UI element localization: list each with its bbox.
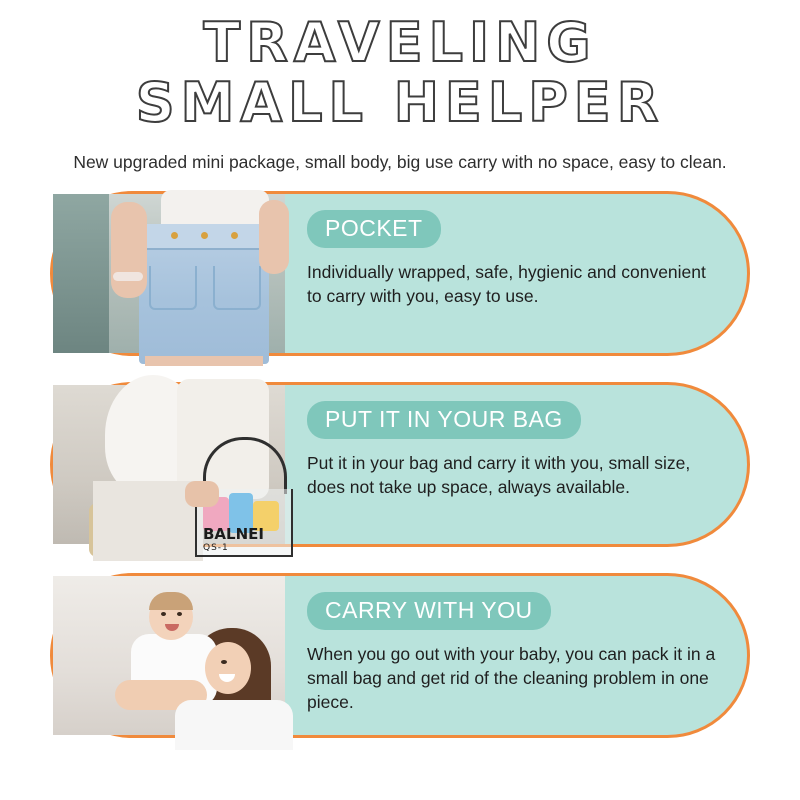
feature-card: [50, 191, 750, 356]
page-title-line-1: TRAVELING: [203, 11, 597, 74]
page-subtitle: New upgraded mini package, small body, big use carry with no space, easy to clean.: [73, 152, 727, 172]
clear-tote-bag-photo: [53, 385, 285, 553]
denim-shorts-pocket-photo: [53, 194, 285, 353]
feature-card-body: [285, 385, 747, 544]
feature-card-list: [0, 191, 800, 738]
mother-and-baby-photo: [53, 576, 285, 735]
feature-card: [50, 382, 750, 553]
feature-card-body: [285, 194, 747, 353]
feature-card-pill: PUT IT IN YOUR BAG: [307, 401, 581, 439]
feature-card-pill: CARRY WITH YOU: [307, 592, 551, 630]
header: [0, 0, 800, 173]
feature-card-text: Put it in your bag and carry it with you, small size, does not take up space, always available.: [307, 453, 691, 498]
bag-brand-label: BALNEI QS-1: [203, 525, 264, 553]
page-title-line-2: SMALL HELPER: [135, 71, 665, 134]
feature-card-text: Individually wrapped, safe, hygienic and convenient to carry with you, easy to use.: [307, 262, 706, 307]
feature-card-text: When you go out with your baby, you can pack it in a small bag and get rid of the cleaning problem in one piece.: [307, 644, 716, 713]
feature-card-pill: POCKET: [307, 210, 441, 248]
feature-card-body: [285, 576, 747, 735]
feature-card: [50, 573, 750, 738]
